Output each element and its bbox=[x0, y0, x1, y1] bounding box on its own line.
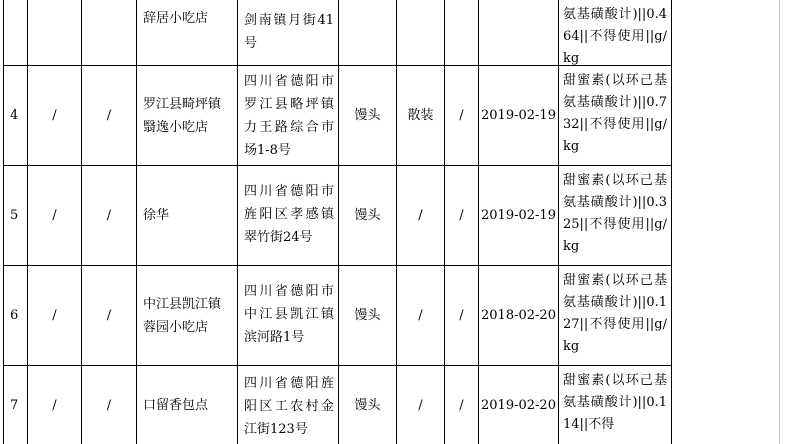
cell-c2-text: / bbox=[52, 208, 57, 223]
cell-index bbox=[4, 266, 27, 365]
cell-product-text: 馒头 bbox=[354, 208, 381, 223]
cell-c8 bbox=[445, 366, 478, 444]
cell-result-text: 甜蜜素(以环己基氨基磺酸计)||0.732||不得使用||g/kg bbox=[563, 73, 667, 154]
cell-address bbox=[244, 180, 334, 249]
cell-c2 bbox=[28, 266, 81, 365]
cell-address bbox=[244, 280, 334, 349]
cell-result bbox=[563, 370, 667, 436]
cell-pack-text: / bbox=[418, 308, 423, 323]
cell-date bbox=[479, 366, 558, 444]
cell-index bbox=[4, 366, 27, 444]
cell-c3 bbox=[82, 366, 136, 444]
cell-name-text: 口留香包点 bbox=[143, 397, 209, 413]
top-address-text: 剑南镇月街41号 bbox=[244, 13, 334, 51]
cell-name bbox=[143, 166, 233, 265]
cell-address-text: 四川省德阳市中江县凯江镇滨河路1号 bbox=[244, 284, 334, 345]
cell-date bbox=[479, 66, 558, 165]
cell-result bbox=[563, 270, 667, 358]
cell-product bbox=[339, 66, 396, 165]
cell-name bbox=[143, 366, 233, 444]
cell-top-address bbox=[244, 9, 334, 55]
cell-product-text: 馒头 bbox=[354, 308, 381, 323]
cell-pack-text: / bbox=[418, 208, 423, 223]
cell-top-name bbox=[143, 7, 233, 30]
cell-c3-text: / bbox=[106, 208, 112, 223]
cell-name bbox=[143, 66, 233, 165]
cell-c3 bbox=[82, 266, 136, 365]
row-index: 4 bbox=[10, 108, 19, 123]
cell-c2 bbox=[28, 66, 81, 165]
cell-result bbox=[563, 70, 667, 158]
cell-pack-text: / bbox=[418, 397, 423, 413]
cell-product-text: 馒头 bbox=[354, 397, 381, 413]
cell-c8-text: / bbox=[459, 397, 464, 413]
cell-index bbox=[4, 166, 27, 265]
cell-c2 bbox=[28, 366, 81, 444]
cell-date-text: 2019-02-19 bbox=[481, 208, 556, 223]
cell-pack bbox=[397, 166, 444, 265]
row-index: 7 bbox=[10, 397, 19, 413]
cell-date-text: 2018-02-20 bbox=[481, 308, 556, 323]
cell-product bbox=[339, 166, 396, 265]
cell-name bbox=[143, 266, 233, 365]
cell-c8 bbox=[445, 166, 478, 265]
cell-c2-text: / bbox=[52, 108, 57, 123]
cell-date bbox=[479, 166, 558, 265]
row-index: 5 bbox=[10, 208, 19, 223]
cell-c3 bbox=[82, 66, 136, 165]
cell-c8-text: / bbox=[459, 108, 464, 123]
cell-pack bbox=[397, 366, 444, 444]
cell-result-text: 甜蜜素(以环己基氨基磺酸计)||0.127||不得使用||g/kg bbox=[563, 273, 667, 354]
cell-c3 bbox=[82, 166, 136, 265]
cell-pack bbox=[397, 66, 444, 165]
top-result-text: 氨基磺酸计)||0.464||不得使用||g/kg bbox=[563, 7, 667, 66]
row-index: 6 bbox=[10, 308, 19, 323]
cell-product bbox=[339, 266, 396, 365]
cell-product bbox=[339, 366, 396, 444]
cell-top-result bbox=[563, 4, 667, 70]
cell-c2-text: / bbox=[52, 308, 57, 323]
cell-c3-text: / bbox=[106, 397, 112, 413]
cell-pack-text: 散装 bbox=[407, 108, 434, 123]
cell-name-text: 中江县凯江镇蓉园小吃店 bbox=[143, 296, 222, 335]
cell-c8 bbox=[445, 66, 478, 165]
cell-c2-text: / bbox=[52, 397, 57, 413]
cell-address-text: 四川省德阳旌阳区工农村金江街123号 bbox=[244, 376, 334, 437]
cell-name-text: 罗江县畸坪镇翳逸小吃店 bbox=[143, 96, 222, 135]
cell-result bbox=[563, 170, 667, 258]
cell-date bbox=[479, 266, 558, 365]
cell-c8 bbox=[445, 266, 478, 365]
cell-pack bbox=[397, 266, 444, 365]
cell-address-text: 四川省德阳市罗江县略坪镇力王路综合市场1-8号 bbox=[244, 74, 334, 158]
cell-c3-text: / bbox=[106, 308, 112, 323]
cell-name-text: 徐华 bbox=[143, 208, 170, 223]
cell-date-text: 2019-02-19 bbox=[481, 108, 556, 123]
cell-c8-text: / bbox=[459, 208, 464, 223]
cell-address bbox=[244, 70, 334, 162]
cell-address bbox=[244, 372, 334, 441]
cell-c2 bbox=[28, 166, 81, 265]
cell-address-text: 四川省德阳市旌阳区孝感镇翠竹街24号 bbox=[244, 184, 334, 245]
cell-date-text: 2019-02-20 bbox=[481, 397, 556, 413]
cell-result-text: 甜蜜素(以环己基氨基磺酸计)||0.114||不得 bbox=[563, 373, 667, 432]
cell-product-text: 馒头 bbox=[354, 108, 381, 123]
cell-index bbox=[4, 66, 27, 165]
cell-c8-text: / bbox=[459, 308, 464, 323]
cell-c3-text: / bbox=[106, 108, 112, 123]
cell-result-text: 甜蜜素(以环己基氨基磺酸计)||0.325||不得使用||g/kg bbox=[563, 173, 667, 254]
top-name-text: 辞居小吃店 bbox=[143, 11, 209, 26]
